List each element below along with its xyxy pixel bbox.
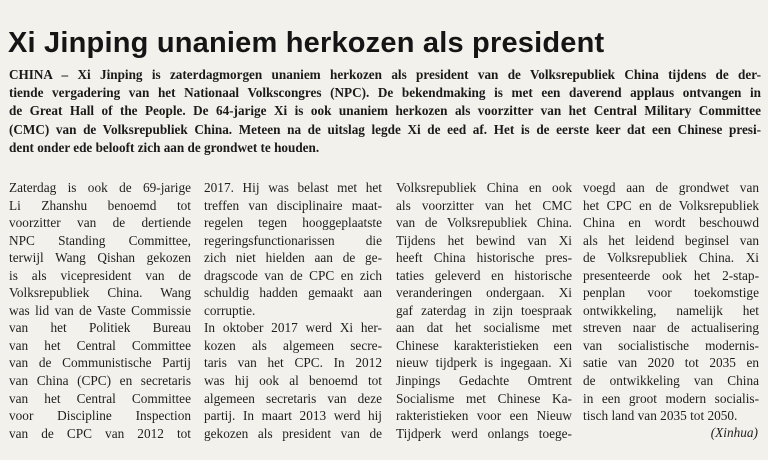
- text-line: 2017. Hij was belast met het: [204, 180, 382, 195]
- text-line: regelen tegen hooggeplaatste: [204, 215, 382, 231]
- text-line: nieuw tijdperk is ingegaan. Xi: [396, 355, 572, 371]
- text-line: van het Politiek Bureau: [9, 320, 191, 336]
- text-line: regeringsfunctionarissen die: [204, 232, 382, 248]
- text-line: Li Zhanshu benoemd tot: [9, 197, 191, 213]
- text-line: ontwikkeling, namelijk het: [583, 302, 759, 318]
- text-line: NPC Standing Committee,: [9, 232, 191, 248]
- text-line: Volksrepubliek China en ook: [396, 180, 572, 195]
- text-line: terwijl Wang Qishan gekozen: [9, 250, 191, 266]
- text-line: van de Volksrepubliek China.: [396, 215, 572, 231]
- text-line: taris van het CPC. In 2012: [204, 355, 382, 371]
- text-line: in een groot modern socialis-: [583, 390, 759, 406]
- text-line: voor Discipline Inspection: [9, 408, 191, 424]
- text-line: dent onder ede belooft zich aan de grondwet te houden.: [9, 139, 320, 155]
- text-line: rakteristieken voor een Nieuw: [396, 408, 572, 424]
- text-line: dragscode van de CPC en zich: [204, 267, 382, 283]
- text-line: partij. In maart 2013 werd hij: [204, 408, 382, 424]
- article-headline: Xi Jinping unaniem herkozen als president: [8, 27, 605, 60]
- text-line: Chinese karakteristieken een: [396, 337, 572, 353]
- text-line: streven naar de actualisering: [583, 320, 759, 336]
- article-column-4: [583, 179, 759, 425]
- text-line: voorzitter van de dertiende: [9, 215, 191, 231]
- text-line: veranderingen ondergaan. Xi: [396, 285, 572, 301]
- article-column-3: [396, 179, 572, 442]
- text-line: tiende vergadering van het Nationaal Volkscongres (NPC). De bekendmaking is met een daverend applaus ontvangen in: [9, 85, 761, 101]
- text-line: satie van 2020 tot 2035 en: [583, 355, 759, 371]
- text-line: van de Communistische Partij: [9, 355, 191, 371]
- source-credit: (Xinhua): [710, 425, 758, 440]
- text-line: is als vicepresident van de: [9, 267, 191, 283]
- text-line: Tijdens het bewind van Xi: [396, 232, 572, 248]
- text-line: taties geleverd en historische: [396, 267, 572, 283]
- text-line: was hij ook al benoemd tot: [204, 373, 382, 389]
- text-line: gaf zaterdag in zijn toespraak: [396, 302, 572, 318]
- text-line: algemeen secretaris van deze: [204, 390, 382, 406]
- text-line: China en wordt beschouwd: [583, 215, 759, 231]
- text-line: van de CPC van 2012 tot: [9, 425, 191, 441]
- text-line: schuldig hadden gemaakt aan: [204, 285, 382, 301]
- text-line: als voorzitter van het CMC: [396, 197, 572, 213]
- text-line: zich niet hielden aan de ge-: [204, 250, 382, 266]
- text-line: (CMC) van de Volksrepubliek China. Meteen na de uitslag legde Xi de eed af. Het is de eerste keer dat een Chinese presi-: [9, 121, 761, 137]
- text-line: kozen als algemeen secre-: [204, 337, 382, 353]
- text-line: de Volksrepubliek China. Xi: [583, 250, 759, 266]
- text-line: van socialistische modernis-: [583, 337, 759, 353]
- text-line: het CPC en de Volksrepubliek: [583, 197, 759, 213]
- article-column-2: [204, 179, 382, 442]
- text-line: In oktober 2017 werd Xi her-: [204, 320, 382, 336]
- text-line: de ontwikkeling van China: [583, 373, 759, 389]
- text-line: presenteerde ook het 2-stap-: [583, 267, 759, 283]
- text-line: de Great Hall of the People. De 64-jarige Xi is ook unaniem herkozen als voorzitter van het Central Military Committee: [9, 103, 761, 119]
- text-line: tisch land van 2035 tot 2050.: [583, 408, 738, 424]
- text-line: Volksrepubliek China. Wang: [9, 285, 191, 301]
- text-line: Tijdperk werd onlangs toege-: [396, 425, 572, 441]
- text-line: aan dat het socialisme met: [396, 320, 572, 336]
- article-column-1: [9, 179, 191, 442]
- text-line: corruptie.: [204, 302, 256, 318]
- article-lead: [9, 66, 761, 157]
- text-line: van China (CPC) en secretaris: [9, 373, 191, 389]
- text-line: als het leidend beginsel van: [583, 232, 759, 248]
- text-line: penplan voor toekomstige: [583, 285, 759, 301]
- text-line: treffen van disciplinaire maat-: [204, 197, 382, 213]
- text-line: was lid van de Vaste Commissie: [9, 302, 191, 318]
- text-line: heeft China historische pres-: [396, 250, 572, 266]
- text-line: van het Central Committee: [9, 337, 191, 353]
- text-line: CHINA – Xi Jinping is zaterdagmorgen unaniem herkozen als president van de Volksrepubliek China tijdens de der-: [9, 67, 761, 82]
- text-line: gekozen als president van de: [204, 425, 382, 441]
- text-line: voegd aan de grondwet van: [583, 180, 759, 195]
- text-line: Jinpings Gedachte Omtrent: [396, 373, 572, 389]
- text-line: Socialisme met Chinese Ka-: [396, 390, 572, 406]
- text-line: Zaterdag is ook de 69-jarige: [9, 180, 191, 195]
- text-line: van het Central Committee: [9, 390, 191, 406]
